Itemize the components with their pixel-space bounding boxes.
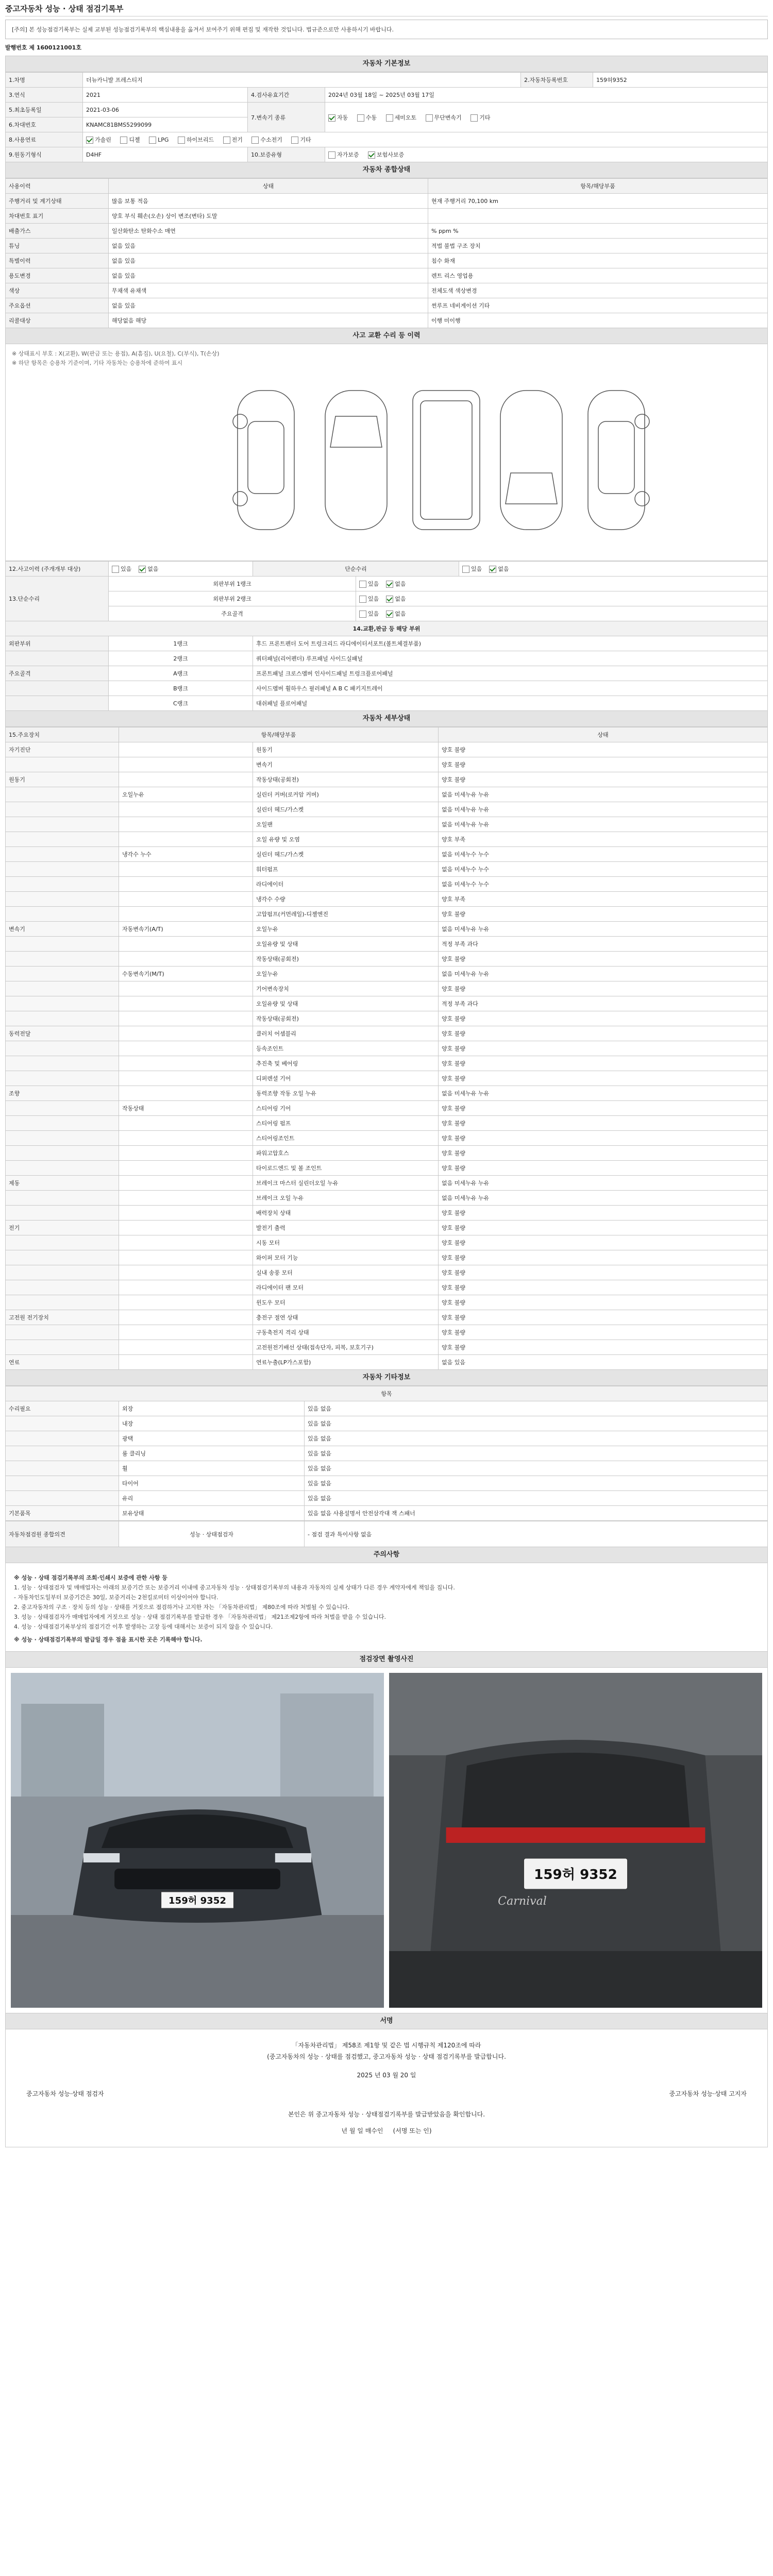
value-year: 2021 [83,88,248,103]
receipt-signature: (서명 또는 인) [393,2127,432,2134]
table-row: 고전원 전기장치 충전구 절연 상태 양호 불량 [6,1310,768,1325]
label-inspection-period: 4.검사유효기간 [248,88,325,103]
table-row: B랭크 사이드멤버 휠하우스 필러패널 A B C 패키지트레이 [6,681,768,696]
table-row: 차대번호 표기 양호 부식 훼손(오손) 상이 변조(변타) 도말 [6,209,768,224]
checkbox-icon [462,566,469,573]
checkbox-icon [139,566,146,573]
table-row: 색상 무채색 유채색 전체도색 색상변경 [6,283,768,298]
table-row: 브레이크 오일 누유 없음 미세누유 누유 [6,1191,768,1206]
table-row: 와이퍼 모터 기능 양호 불량 [6,1250,768,1265]
checkbox-icon [426,114,433,122]
table-row: 스티어링 펌프 양호 불량 [6,1116,768,1131]
table-row: 작동상태(공회전) 양호 불량 [6,952,768,967]
table-row: 오일팬 없음 미세누유 누유 [6,817,768,832]
table-row: 기본품목 보유상태 있음 없음 사용설명서 안전삼각대 잭 스패너 [6,1506,768,1521]
photo-gallery [5,1668,768,2013]
table-row: 수리필요 외장 있음 없음 [6,1401,768,1416]
table-row: 등속조인트 양호 불량 [6,1041,768,1056]
table-row: 자기진단 원동기 양호 불량 [6,742,768,757]
table-row: 변속기 자동변속기(A/T) 오일누유 없음 미세누유 누유 [6,922,768,937]
label-simple: 13.단순수리 [6,577,109,621]
table-row: 연료 연료누출(LP가스포함) 없음 있음 [6,1355,768,1370]
checkbox-icon [359,596,366,603]
section-cautions: 주의사항 [5,1547,768,1563]
table-row: 시동 모터 양호 불량 [6,1235,768,1250]
simple-repair-options: 있음 없음 [459,562,768,577]
table-row: 원동기 작동상태(공회전) 양호 불량 [6,772,768,787]
detail-state-table [5,727,768,1370]
table-row: C랭크 대쉬패널 플로어패널 [6,696,768,711]
table-row: 오일 유량 및 오염 양호 부족 [6,832,768,847]
table-row: 작동상태(공회전) 양호 불량 [6,1011,768,1026]
section-general-state: 자동차 종합상태 [5,162,768,178]
checkbox-icon [328,151,335,159]
label-engine: 9.원동기형식 [6,147,83,162]
table-row: 주행거리 및 계기상태 많음 보통 적음 현재 주행거리 70,100 km [6,194,768,209]
receipt-note: 본인은 위 중고자동차 성능 · 상태점검기록부를 발급받았음을 확인합니다. [288,2111,485,2118]
label-first-reg: 5.최초등록일 [6,103,83,117]
checkbox-icon [359,611,366,618]
rear-plate-text: 159허 9352 [534,1867,617,1883]
value-car-name: 더뉴카니발 프레스티지 [83,73,521,88]
checkbox-icon [489,566,496,573]
certificate-number: 발행번호 제 1600121001호 [5,44,81,51]
checkbox-icon [470,114,478,122]
general-head-1: 사용이력 [6,179,109,194]
table-row: 주요옵션 없음 있음 썬루프 네비게이션 기타 [6,298,768,313]
table-row: 오일유량 및 상태 적정 부족 과다 [6,996,768,1011]
checkbox-icon [386,596,393,603]
detail-head-1: 15.주요장치 [6,727,119,742]
label-year: 3.연식 [6,88,83,103]
car-diagram [5,344,768,561]
table-row: 스티어링조인트 양호 불량 [6,1131,768,1146]
accident-options: 있음 없음 [109,562,253,577]
table-row: 윈도우 모터 양호 불량 [6,1295,768,1310]
label-warranty: 10.보증유형 [248,147,325,162]
general-state-table [5,178,768,328]
value-vin: KNAMC81BMS5299099 [83,117,248,132]
transmission-options: 자동 수동 세미오토 무단변속기 기타 [325,103,768,132]
repair-table: 12.사고이력 (주개개부 대상) 있음 없음 단순수리 있음 없음 13.단순수리 외판부위 1랭크 있음 없음 외판부위 2랭크 있음 없음 주요골격 있음 없음 14.교환,판금 등 해당 부위 외판부위 1랭크 후드 프론트펜더 도어 트렁크리드 라디에이터서포트(볼트체결부품) 2랭크 쿼터패널(리어펜더) 루프패널 사이드실패널 주요골격 A랭크 프론트패널 크로스멤버 인사이드패널 트렁크플로어패널 B랭크 사이드멤버 휠하우스 필러패널 A B C 패키지트레이 C랭크 대쉬패널 플로어패널 [5,561,768,711]
table-row: 구동축전지 격리 상태 양호 불량 [6,1325,768,1340]
inspector-label: 중고자동차 성능·상태 점검자 [26,2090,104,2097]
sign-box: 「자동차관리법」 제58조 제1항 및 같은 법 시행규칙 제120조에 따라 (중고자동차의 성능 · 상태를 점검했고, 중고자동차 성능 · 상태 점검기록부를 발급합니다. 2025 년 03 월 20 일 중고자동차 성능·상태 점검자 중고자동차 성능·상태 고지자 본인은 위 중고자동차 성능 · 상태점검기록부를 발급받았음을 확인합니다. 년 월 일 매수인 (서명 또는 인) [5,2029,768,2147]
label-opinion: 자동차점검원 종합의견 [6,1521,119,1547]
table-row: 작동상태 스티어링 기어 양호 불량 [6,1101,768,1116]
rear-photo [389,1673,762,2008]
table-row: 오일누유 실린더 커버(로커암 커버) 없음 미세누유 누유 [6,787,768,802]
opinion-sub: 성능 · 상태점검자 [119,1521,305,1547]
checkbox-icon [120,137,127,144]
checkbox-icon [328,114,335,122]
section-sign: 서명 [5,2013,768,2029]
value-inspection-period: 2024년 03월 18일 ~ 2025년 03월 17일 [325,88,768,103]
table-row: 고전원전기배선 상태(접속단자, 피복, 보호기구) 양호 불량 [6,1340,768,1355]
other-info-table [5,1386,768,1521]
label-transmission: 7.변속기 종류 [248,103,325,132]
table-row: 고압펌프(커먼레일)-디젤엔진 양호 불량 [6,907,768,922]
value-plate: 159허9352 [593,73,768,88]
checkbox-icon [386,114,393,122]
table-row: 오일유량 및 상태 적정 부족 과다 [6,937,768,952]
checkbox-icon [291,137,298,144]
value-engine: D4HF [83,147,248,162]
checkbox-icon [149,137,156,144]
fuel-options: 가솔린 디젤 LPG 하이브리드 전기 수소전기 기타 [83,132,768,147]
table-row: 리콜대상 해당없음 해당 이행 미이행 [6,313,768,328]
receipt-fields: 년 월 일 매수인 [341,2127,383,2134]
detail-head-3: 상태 [439,727,768,742]
table-row: 유리 있음 없음 [6,1491,768,1506]
section-photos: 점검장면 촬영사진 [5,1652,768,1668]
checkbox-icon [368,151,375,159]
table-row: 동력전달 클러치 어셈블리 양호 불량 [6,1026,768,1041]
value-first-reg: 2021-03-06 [83,103,248,117]
warranty-options: 자가보증 보험사보증 [325,147,768,162]
table-row: 변속기 양호 불량 [6,757,768,772]
basic-info-table [5,72,768,162]
report-title: 중고자동차 성능 · 상태 점검기록부 [5,3,768,16]
checkbox-icon [386,581,393,588]
sign-date: 2025 년 03 월 20 일 [357,2072,416,2079]
table-row: 냉각수 수량 양호 부족 [6,892,768,907]
checkbox-icon [112,566,119,573]
label-fuel: 8.사용연료 [6,132,83,147]
table-row: 용도변경 없음 있음 렌트 리스 영업용 [6,268,768,283]
table-row: 배력장치 상태 양호 불량 [6,1206,768,1221]
table-row: 특별이력 없음 있음 침수 화재 [6,253,768,268]
cautions-box: ※ 성능 · 상태 점검기록부의 조회·인쇄시 보증에 관한 사항 등 1. 성능 · 상태점검자 및 매매업자는 아래의 보증기간 또는 보증거리 이내에 중고자동차 성능 · 상태점검기록부의 내용과 자동차의 실제 상태가 다른 경우 계약자에게 책임을 집니다. - 자동차인도일부터 보증기간은 30일, 보증거리는 2천킬로미터 이상이어야 합니다. 2. 중고자동차의 구조 · 장치 등의 성능 · 상태를 거짓으로 점검하거나 고지한 자는 「자동차관리법」 제80조에 따라 처벌될 수 있습니다. 3. 성능 · 상태점검자가 매매업자에게 거짓으로 성능 · 상태 점검기록부를 발급한 경우 「자동차관리법」 제21조제2항에 따라 처벌을 받을 수 있습니다. 4. 성능 · 상태점검기록부상의 점검기간 이후 발생하는 고장 등에 대해서는 보증이 되지 않을 수 있습니다. ※ 성능 · 상태점검기록부의 발급일 경우 점을 표시한 곳은 기록해야 합니다. [5,1563,768,1652]
checkbox-icon [178,137,185,144]
rear-brand-text: Carnival [498,1895,547,1908]
table-row: 실린더 헤드/가스켓 없음 미세누유 누유 [6,802,768,817]
label-car-name: 1.차명 [6,73,83,88]
table-row: 광택 있음 없음 [6,1431,768,1446]
table-row: 전기 발전기 출력 양호 불량 [6,1221,768,1235]
table-row: 2랭크 쿼터패널(리어펜더) 루프패널 사이드실패널 [6,651,768,666]
section-repair-history: 사고 교환 수리 등 이력 [5,328,768,344]
label-simple-repair: 단순수리 [253,562,459,577]
table-row: 라디에이터 없음 미세누수 누수 [6,877,768,892]
table-row: 외판부위 1랭크 후드 프론트펜더 도어 트렁크리드 라디에이터서포트(볼트체결부품) [6,636,768,651]
checkbox-icon [223,137,230,144]
table-row: 내장 있음 없음 [6,1416,768,1431]
diagram-legend: ※ 상태표시 부호 : X(교환), W(판금 또는 용접), A(흠집), U(요철), C(부식), T(손상) ※ 하단 항목은 승용차 기준이며, 기타 자동차는 승용차에 준하여 표시 [12,350,220,366]
seller-label: 중고자동차 성능·상태 고지자 [669,2090,747,2097]
label-plate: 2.자동차등록번호 [521,73,593,88]
section-detail-state: 자동차 세부상태 [5,711,768,727]
table-row: 냉각수 누수 실린더 헤드/가스켓 없음 미세누수 누수 [6,847,768,862]
section-basic-info: 자동차 기본정보 [5,56,768,72]
parts-title: 14.교환,판금 등 해당 부위 [6,621,768,636]
section-other-info: 자동차 기타정보 [5,1370,768,1386]
opinion-table [5,1521,768,1547]
checkbox-icon [359,581,366,588]
table-row: 제동 브레이크 마스터 실린더오일 누유 없음 미세누유 누유 [6,1176,768,1191]
table-row: 라디에이터 팬 모터 양호 불량 [6,1280,768,1295]
table-row: 튜닝 없음 있음 적법 불법 구조 장치 [6,239,768,253]
notice-box: [주의] 본 성능점검기록부는 실제 교부된 성능점검기록부의 핵심내용을 옮겨서 보여주기 위해 편집 및 재작한 것입니다. 법규준으로만 사용하시기 바랍니다. [5,20,768,39]
table-row: 수동변속기(M/T) 오일누유 없음 미세누유 누유 [6,967,768,981]
detail-head-2: 항목/해당부품 [119,727,439,742]
front-photo [11,1673,384,2008]
table-row: 워터펌프 없음 미세누수 누수 [6,862,768,877]
table-row: 실내 송풍 모터 양호 불량 [6,1265,768,1280]
car-outline-diagram [6,344,768,561]
opinion-text: - 점검 결과 특이사항 없음 [305,1521,768,1547]
table-row: 기어변속장치 양호 불량 [6,981,768,996]
general-head-2: 상태 [109,179,428,194]
front-plate-text: 159허 9352 [169,1895,226,1906]
table-row: 디퍼렌셜 기어 양호 불량 [6,1071,768,1086]
checkbox-icon [357,114,364,122]
label-accident: 12.사고이력 (주개개부 대상) [6,562,109,577]
checkbox-icon [86,137,93,144]
inspection-report [5,3,768,2147]
table-row: 조향 동력조향 작동 오일 누유 없음 미세누유 누유 [6,1086,768,1101]
other-head: 항목 [6,1386,768,1401]
table-row: 룸 클리닝 있음 없음 [6,1446,768,1461]
table-row: 추진축 및 베어링 양호 불량 [6,1056,768,1071]
table-row: 휠 있음 없음 [6,1461,768,1476]
checkbox-icon [386,611,393,618]
label-vin: 6.차대번호 [6,117,83,132]
table-row: 타이로드엔드 및 볼 조인트 양호 불량 [6,1161,768,1176]
table-row: 배출가스 일산화탄소 탄화수소 매연 % ppm % [6,224,768,239]
table-row: 파워고압호스 양호 불량 [6,1146,768,1161]
table-row: 주요골격 A랭크 프론트패널 크로스멤버 인사이드패널 트렁크플로어패널 [6,666,768,681]
checkbox-icon [251,137,259,144]
table-row: 타이어 있음 없음 [6,1476,768,1491]
general-head-3: 항목/해당부품 [428,179,768,194]
